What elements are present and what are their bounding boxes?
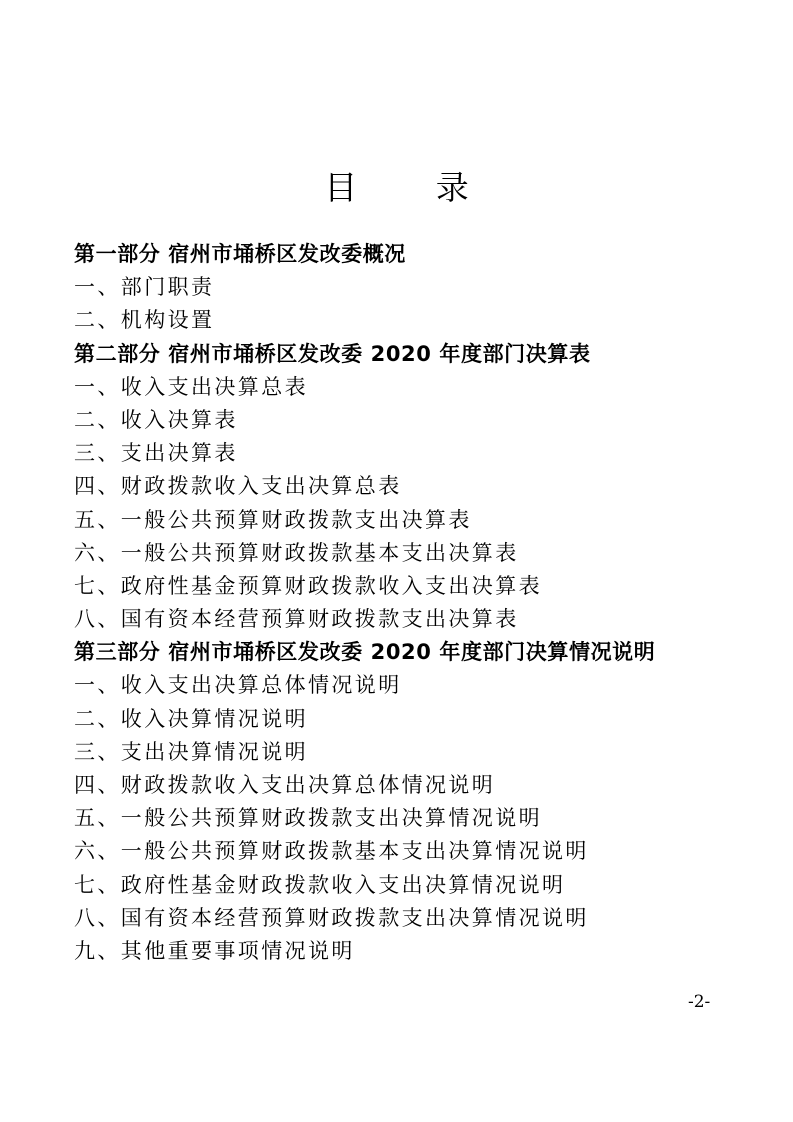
page-title: 目 录 <box>324 168 503 207</box>
toc-part-2: 第二部分 宿州市埇桥区发改委 2020 年度部门决算表 <box>74 341 591 366</box>
toc-item: 四、财政拨款收入支出决算总体情况说明 <box>74 773 496 797</box>
toc-item: 六、一般公共预算财政拨款基本支出决算表 <box>74 540 519 565</box>
toc-item: 四、财政拨款收入支出决算总表 <box>74 474 402 499</box>
toc-item: 三、支出决算表 <box>74 441 238 466</box>
toc-item: 二、收入决算情况说明 <box>74 706 308 731</box>
toc-item: 一、收入支出决算总表 <box>74 374 308 399</box>
toc-item: 八、国有资本经营预算财政拨款支出决算情况说明 <box>74 905 589 930</box>
toc-item: 八、国有资本经营预算财政拨款支出决算表 <box>74 607 519 632</box>
toc-item: 七、政府性基金财政拨款收入支出决算情况说明 <box>74 872 566 897</box>
toc-item: 六、一般公共预算财政拨款基本支出决算情况说明 <box>74 839 589 864</box>
toc-item: 一、收入支出决算总体情况说明 <box>74 673 402 698</box>
toc-item: 五、一般公共预算财政拨款支出决算表 <box>74 507 472 532</box>
toc-part-1: 第一部分 宿州市埇桥区发改委概况 <box>74 242 406 266</box>
toc-item: 五、一般公共预算财政拨款支出决算情况说明 <box>74 806 542 831</box>
toc-item: 九、其他重要事项情况说明 <box>74 938 355 963</box>
toc-item: 一、部门职责 <box>74 275 215 300</box>
table-of-contents <box>74 238 754 968</box>
toc-item: 二、收入决算表 <box>74 407 238 432</box>
toc-part-3: 第三部分 宿州市埇桥区发改委 2020 年度部门决算情况说明 <box>74 640 656 665</box>
toc-item: 三、支出决算情况说明 <box>74 739 308 764</box>
toc-item: 二、机构设置 <box>74 308 215 333</box>
page-number: -2- <box>688 992 711 1012</box>
toc-item: 七、政府性基金预算财政拨款收入支出决算表 <box>74 573 542 598</box>
